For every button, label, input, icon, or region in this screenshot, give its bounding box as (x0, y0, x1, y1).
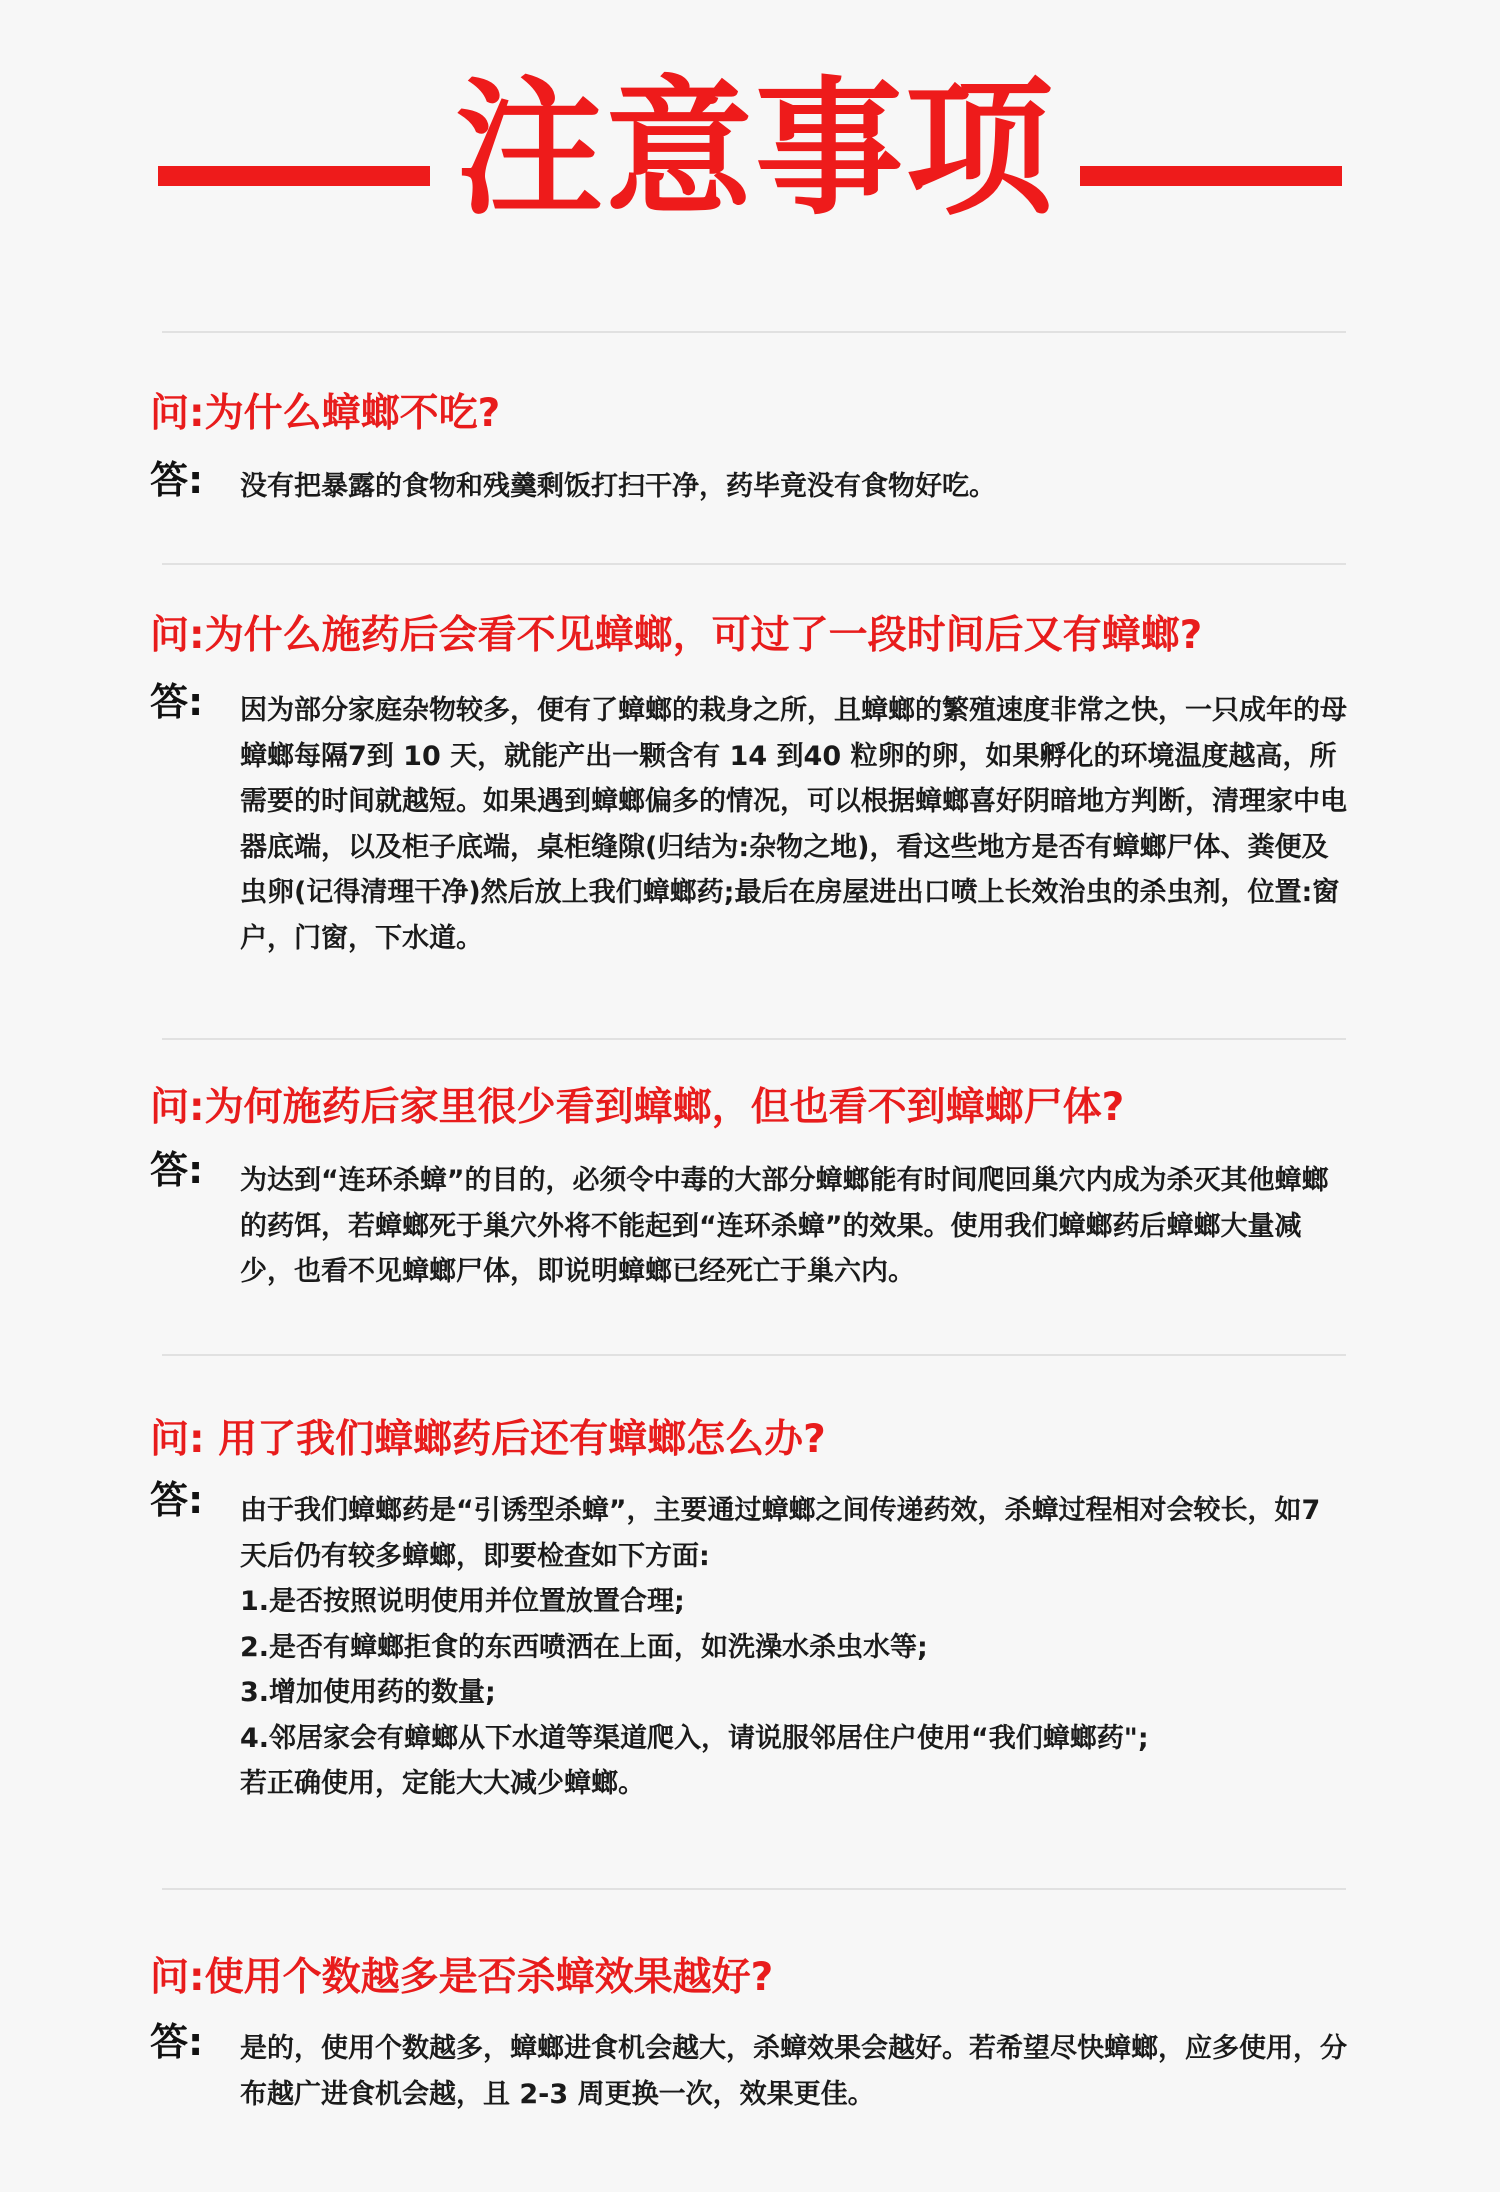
divider (162, 331, 1346, 333)
question-text: 问:使用个数越多是否杀蟑效果越好? (150, 1955, 774, 2000)
answer-text: 因为部分家庭杂物较多，便有了蟑螂的栽身之所，且蟑螂的繁殖速度非常之快，一只成年的母蟑螂每隔7到 10 天，就能产出一颗含有 14 到40 粒卵的卵，如果孵化的环境温度越高，所需要的时间就越短。如果遇到蟑螂偏多的情况，可以根据蟑螂喜好阴暗地方判断，清理家中电器底端，以及柜子底端，桌柜缝隙(归结为:杂物之地)，看这些地方是否有蟑螂尸体、粪便及虫卵(记得清理干净)然后放上我们蟑螂药;最后在房屋进出口喷上长效治虫的杀虫剂，位置:窗户，门窗，下水道。 (240, 695, 1347, 954)
question-text: 问:为何施药后家里很少看到蟑螂，但也看不到蟑螂尸体? (150, 1085, 1125, 1130)
divider (162, 1354, 1346, 1356)
answer-line: 3.增加使用药的数量; (240, 1677, 496, 1708)
answer-text: 为达到“连环杀蟑”的目的，必须令中毒的大部分蟑螂能有时间爬回巢穴内成为杀灭其他蟑螂的药饵，若蟑螂死于巢穴外将不能起到“连环杀蟑”的效果。使用我们蟑螂药后蟑螂大量减少，也看不见蟑螂尸体，即说明蟑螂已经死亡于巢六内。 (240, 1165, 1329, 1287)
answer-label: 答: (150, 458, 204, 502)
answer-label: 答: (150, 2020, 204, 2064)
divider (162, 1888, 1346, 1890)
answer-label: 答: (150, 680, 204, 724)
divider (162, 1038, 1346, 1040)
answer-text: 是的，使用个数越多，蟑螂进食机会越大，杀蟑效果会越好。若希望尽快蟑螂，应多使用，分布越广进食机会越，且 2-3 周更换一次，效果更佳。 (240, 2033, 1347, 2110)
answer-text (240, 1488, 1350, 1807)
question-text: 问: 用了我们蟑螂药后还有蟑螂怎么办? (150, 1417, 826, 1462)
answer-label: 答: (150, 1148, 204, 1192)
page-title: 注意事项 (455, 63, 1055, 235)
answer-line: 1.是否按照说明使用并位置放置合理; (240, 1586, 685, 1617)
question-text: 问:为什么蟑螂不吃? (150, 391, 501, 436)
title-right-line (1080, 166, 1342, 186)
page-header (0, 64, 1500, 234)
answer-line: 2.是否有蟑螂拒食的东西喷洒在上面，如洗澡水杀虫水等; (240, 1631, 928, 1663)
answer-text: 没有把暴露的食物和残羹剩饭打扫干净，药毕竟没有食物好吃。 (240, 471, 996, 502)
title-left-line (158, 166, 430, 186)
divider (162, 563, 1346, 565)
answer-label: 答: (150, 1478, 204, 1522)
answer-line: 若正确使用，定能大大减少蟑螂。 (240, 1768, 645, 1799)
answer-line: 4.邻居家会有蟑螂从下水道等渠道爬入，请说服邻居住户使用“我们蟑螂药"; (240, 1722, 1149, 1754)
answer-line: 由于我们蟑螂药是“引诱型杀蟑”，主要通过蟑螂之间传递药效，杀蟑过程相对会较长，如7 天后仍有较多蟑螂，即要检查如下方面: (240, 1495, 1321, 1572)
question-text: 问:为什么施药后会看不见蟑螂，可过了一段时间后又有蟑螂? (150, 613, 1203, 658)
